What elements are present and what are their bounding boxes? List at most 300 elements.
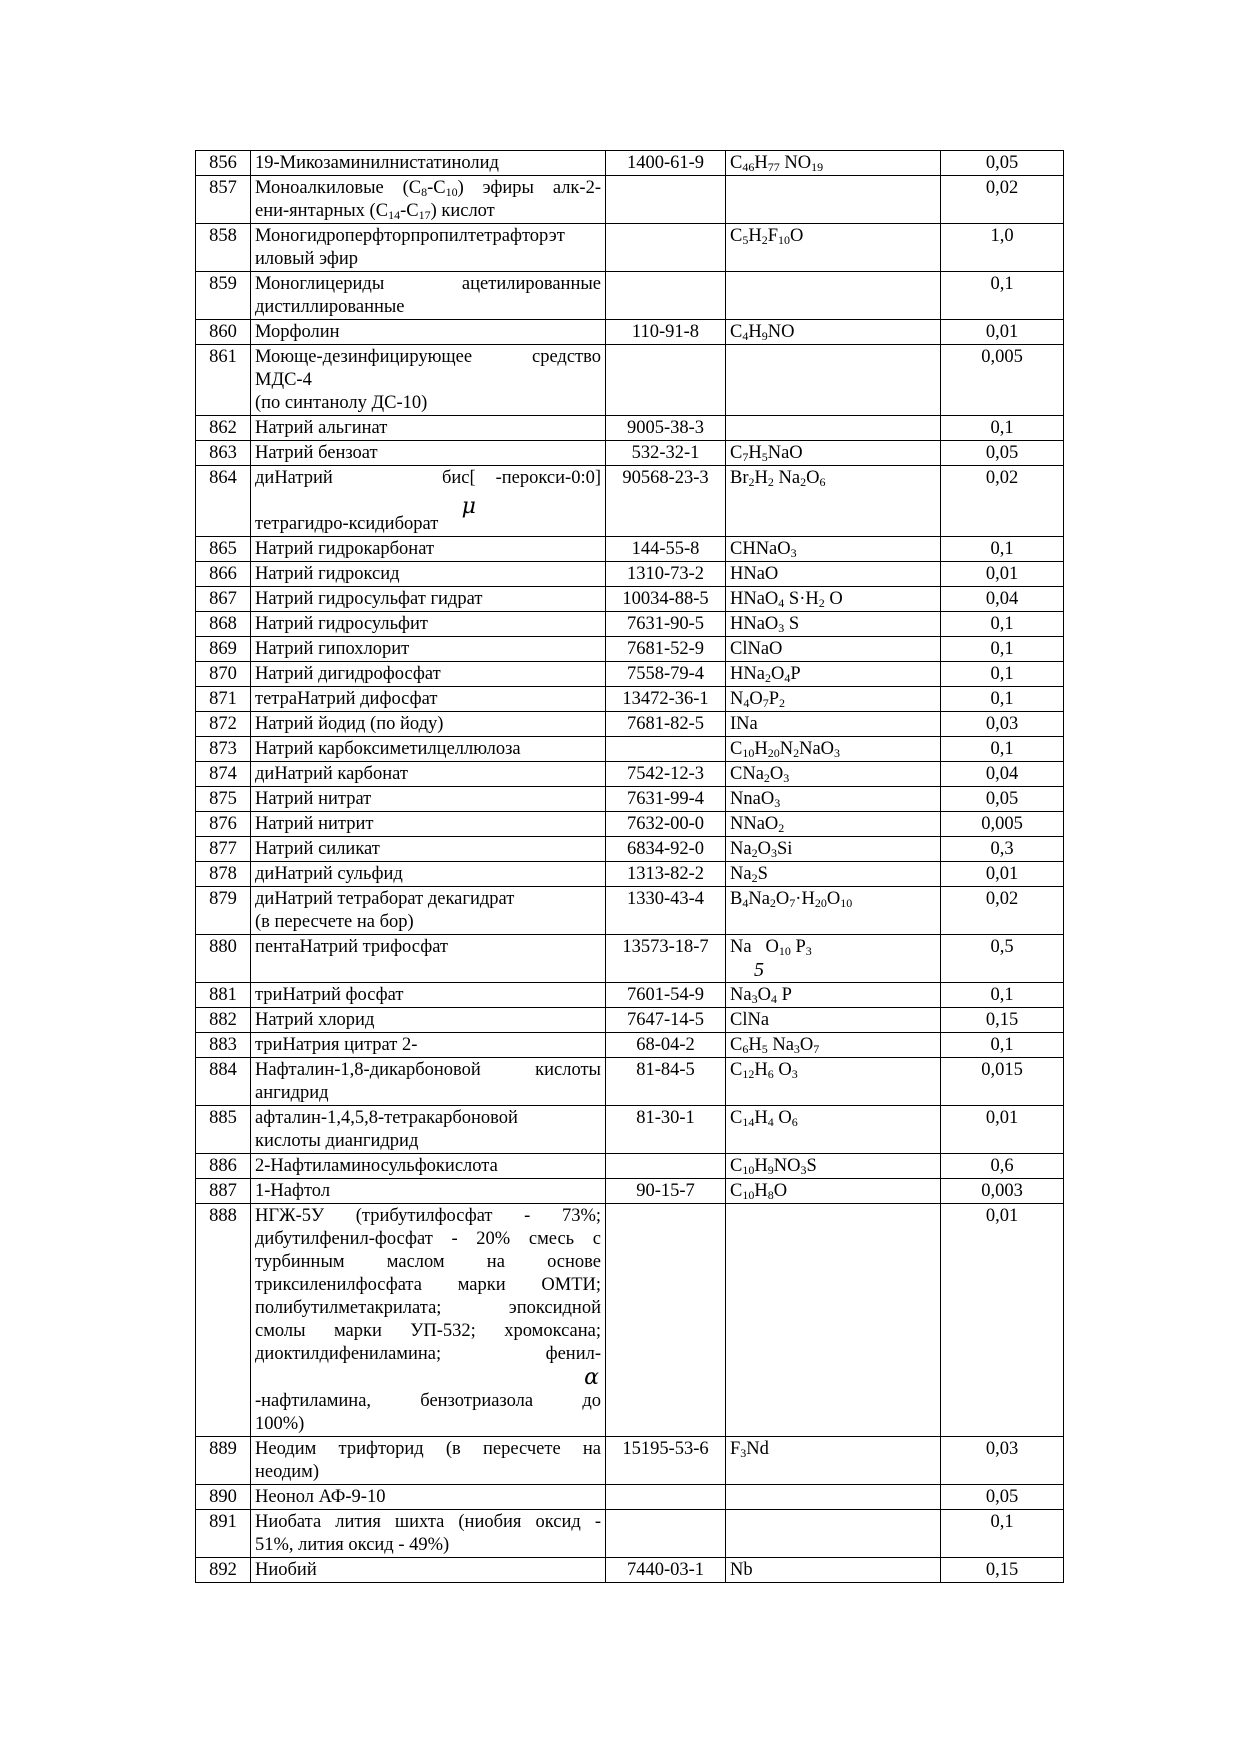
formula-part: P — [768, 689, 780, 709]
table-row — [196, 320, 1064, 345]
chemical-formula — [726, 272, 941, 320]
name-part: ) эфиры алк-2- — [457, 178, 601, 198]
substance-name — [251, 224, 606, 272]
name-line: Неодим трифторид (в пересчете на — [255, 1439, 601, 1459]
substance-name: Натрий йодид (по йоду) — [251, 712, 606, 737]
name-line: турбинным маслом на основе — [255, 1252, 601, 1272]
table-row — [196, 1033, 1064, 1058]
table-row — [196, 1558, 1064, 1583]
name-line: полибутилметакрилата; эпоксидной — [255, 1298, 601, 1318]
formula-subscript: 4 — [767, 1115, 774, 1129]
row-number: 884 — [196, 1058, 251, 1106]
cas-number: 7647-14-5 — [606, 1008, 726, 1033]
chemical-formula — [726, 612, 941, 637]
formula-subscript: 2 — [818, 596, 825, 610]
substance-name — [251, 466, 606, 537]
table-row — [196, 887, 1064, 935]
table-row — [196, 1058, 1064, 1106]
concentration-value: 0,005 — [941, 812, 1064, 837]
formula-subscript: 10 — [778, 233, 791, 247]
name-part: -перокси-0:0] — [495, 468, 601, 488]
substance-name — [251, 345, 606, 416]
name-subscript: 10 — [445, 185, 458, 199]
formula-subscript: 5 — [761, 450, 768, 464]
formula-part: ·H — [795, 889, 815, 909]
row-number: 889 — [196, 1437, 251, 1485]
name-part: ени-янтарных (C — [255, 201, 389, 221]
row-number: 891 — [196, 1510, 251, 1558]
substance-name: Натрий гидроксид — [251, 562, 606, 587]
formula-part: S — [757, 864, 768, 884]
formula-part: O — [757, 839, 771, 859]
cas-number — [606, 176, 726, 224]
name-line: (по синтанолу ДС-10) — [255, 393, 428, 413]
concentration-value: 0,05 — [941, 1485, 1064, 1510]
concentration-value: 0,3 — [941, 837, 1064, 862]
cas-number — [606, 1485, 726, 1510]
formula-subscript: 7 — [813, 1042, 820, 1056]
substance-name: Ниобий — [251, 1558, 606, 1583]
table-row — [196, 272, 1064, 320]
concentration-value: 0,15 — [941, 1008, 1064, 1033]
table-row — [196, 1008, 1064, 1033]
formula-part: Na — [767, 1035, 794, 1055]
formula-subscript: 2 — [763, 771, 770, 785]
formula-part: C — [730, 1060, 743, 1080]
substance-name — [251, 1204, 606, 1437]
formula-part: Nd — [746, 1439, 769, 1459]
chemical-formula — [726, 1510, 941, 1558]
concentration-value: 0,01 — [941, 320, 1064, 345]
table-row — [196, 1154, 1064, 1179]
formula-part: C — [730, 443, 743, 463]
cas-number: 9005-38-3 — [606, 416, 726, 441]
name-line: 100%) — [255, 1414, 305, 1434]
name-part: ) кислот — [430, 201, 495, 221]
formula-part: C — [730, 1108, 743, 1128]
concentration-value: 0,05 — [941, 441, 1064, 466]
chemical-formula — [726, 637, 941, 662]
substance-name — [251, 1510, 606, 1558]
formula-part: H — [748, 322, 762, 342]
document-page — [195, 150, 1063, 1583]
formula-part: Na O — [730, 937, 779, 957]
substance-name: Натрий гидрокарбонат — [251, 537, 606, 562]
cas-number: 90568-23-3 — [606, 466, 726, 537]
formula-part: NO — [779, 153, 812, 173]
formula-subscript: 2 — [800, 475, 807, 489]
table-row — [196, 737, 1064, 762]
cas-number: 7440-03-1 — [606, 1558, 726, 1583]
formula-part: O — [806, 468, 820, 488]
cas-number: 532-32-1 — [606, 441, 726, 466]
chemical-formula — [726, 176, 941, 224]
formula-part: P — [776, 985, 792, 1005]
chemical-formula — [726, 345, 941, 416]
table-body — [196, 151, 1064, 1583]
chemical-formula — [726, 762, 941, 787]
row-number: 890 — [196, 1485, 251, 1510]
substance-name: Натрий нитрит — [251, 812, 606, 837]
name-line: НГЖ-5У (трибутилфосфат - 73%; — [255, 1206, 601, 1226]
formula-subscript: 10 — [742, 746, 755, 760]
formula-subscript: 6 — [742, 1042, 749, 1056]
formula-subscript: 3 — [834, 746, 841, 760]
table-row — [196, 1510, 1064, 1558]
substance-name — [251, 1106, 606, 1154]
cas-number — [606, 345, 726, 416]
formula-subscript: 2 — [767, 475, 774, 489]
name-line: Моногидроперфторпропилтетрафторэт — [255, 226, 565, 246]
formula-part: C — [730, 226, 743, 246]
concentration-value: 0,02 — [941, 466, 1064, 537]
substance-name: Натрий бензоат — [251, 441, 606, 466]
formula-part: HNaO — [730, 564, 779, 584]
substance-name: Натрий дигидрофосфат — [251, 662, 606, 687]
row-number: 886 — [196, 1154, 251, 1179]
formula-part: S·H — [784, 589, 819, 609]
cas-number: 1313-82-2 — [606, 862, 726, 887]
row-number: 871 — [196, 687, 251, 712]
table-row — [196, 416, 1064, 441]
table-row — [196, 662, 1064, 687]
cas-number: 7631-90-5 — [606, 612, 726, 637]
concentration-value: 0,01 — [941, 562, 1064, 587]
formula-part: H — [754, 739, 768, 759]
concentration-value: 0,005 — [941, 345, 1064, 416]
chemical-formula — [726, 737, 941, 762]
row-number: 888 — [196, 1204, 251, 1437]
formula-part: HNa — [730, 664, 765, 684]
formula-subscript: 10 — [778, 944, 791, 958]
concentration-value: 0,1 — [941, 983, 1064, 1008]
row-number: 868 — [196, 612, 251, 637]
formula-part: H — [754, 153, 768, 173]
cas-number: 90-15-7 — [606, 1179, 726, 1204]
substance-name: пентаНатрий трифосфат — [251, 935, 606, 983]
substance-name: тетраНатрий дифосфат — [251, 687, 606, 712]
table-row — [196, 687, 1064, 712]
row-number: 872 — [196, 712, 251, 737]
formula-subscript: 3 — [793, 1042, 800, 1056]
name-part: -C — [400, 201, 419, 221]
concentration-value: 0,1 — [941, 1510, 1064, 1558]
formula-part: H — [754, 468, 768, 488]
substance-name: диНатрий сульфид — [251, 862, 606, 887]
chemical-formula — [726, 1437, 941, 1485]
formula-subscript: 20 — [814, 896, 827, 910]
concentration-value: 0,5 — [941, 935, 1064, 983]
concentration-value: 0,01 — [941, 862, 1064, 887]
substance-name: Натрий нитрат — [251, 787, 606, 812]
chemical-formula — [726, 887, 941, 935]
chemical-formula — [726, 1558, 941, 1583]
formula-subscript: 6 — [819, 475, 826, 489]
cas-number — [606, 1154, 726, 1179]
name-line: тетрагидро-ксидиборат — [255, 514, 439, 534]
formula-subscript: 10 — [742, 1163, 755, 1177]
mu-glyph: μ — [461, 494, 476, 519]
name-line: смолы марки УП-532; хромоксана; — [255, 1321, 601, 1341]
formula-subscript: 2 — [769, 896, 776, 910]
substance-name: Натрий альгинат — [251, 416, 606, 441]
substance-name: Натрий гидросульфит — [251, 612, 606, 637]
substance-name: 2-Нафтиламиносульфокислота — [251, 1154, 606, 1179]
row-number: 864 — [196, 466, 251, 537]
formula-subscript: 2 — [779, 696, 786, 710]
formula-subscript: 3 — [774, 796, 781, 810]
chemical-formula — [726, 1058, 941, 1106]
table-row — [196, 837, 1064, 862]
formula-part: Si — [776, 839, 793, 859]
formula-subscript: 3 — [783, 771, 790, 785]
table-row — [196, 612, 1064, 637]
row-number: 874 — [196, 762, 251, 787]
name-line: триксиленилфосфата марки ОМТИ; — [255, 1275, 601, 1295]
alpha-glyph: α — [584, 1365, 599, 1390]
substance-name — [251, 1058, 606, 1106]
formula-part: Na — [748, 889, 770, 909]
formula-subscript: 19 — [811, 160, 824, 174]
cas-number — [606, 1204, 726, 1437]
cas-number: 7601-54-9 — [606, 983, 726, 1008]
name-line: МДС-4 — [255, 370, 312, 390]
cas-number: 144-55-8 — [606, 537, 726, 562]
formula-part: P — [790, 937, 806, 957]
cas-number — [606, 272, 726, 320]
cas-number: 1400-61-9 — [606, 151, 726, 176]
name-line: дибутилфенил-фосфат - 20% смесь с — [255, 1229, 601, 1249]
cas-number: 13472-36-1 — [606, 687, 726, 712]
formula-part: O — [790, 226, 804, 246]
cas-number: 7681-52-9 — [606, 637, 726, 662]
formula-part: Na — [730, 864, 752, 884]
formula-part: Na — [773, 468, 801, 488]
concentration-value: 0,05 — [941, 151, 1064, 176]
concentration-value: 0,02 — [941, 176, 1064, 224]
substance-name: Натрий силикат — [251, 837, 606, 862]
name-line: афталин-1,4,5,8-тетракарбоновой — [255, 1108, 518, 1128]
formula-part: C — [730, 322, 743, 342]
formula-part: S — [784, 614, 800, 634]
chemical-formula — [726, 687, 941, 712]
row-number: 873 — [196, 737, 251, 762]
concentration-value: 1,0 — [941, 224, 1064, 272]
formula-subscript: 6 — [791, 1115, 798, 1129]
table-row — [196, 345, 1064, 416]
formula-subscript: 4 — [743, 696, 750, 710]
alpha-symbol — [255, 1366, 601, 1390]
formula-subscript: 3 — [778, 621, 785, 635]
cas-number: 68-04-2 — [606, 1033, 726, 1058]
concentration-value: 0,1 — [941, 662, 1064, 687]
formula-part: O — [770, 664, 785, 684]
row-number: 877 — [196, 837, 251, 862]
chemical-formula — [726, 1008, 941, 1033]
cas-number: 10034-88-5 — [606, 587, 726, 612]
chemical-formula — [726, 416, 941, 441]
formula-line — [730, 937, 812, 957]
formula-subscript: 4 — [784, 671, 791, 685]
name-line: Моноглицериды ацетилированные — [255, 274, 601, 294]
concentration-value: 0,04 — [941, 762, 1064, 787]
name-part: -C — [427, 178, 446, 198]
formula-subscript: 10 — [742, 1188, 755, 1202]
name-subscript: 17 — [418, 208, 431, 222]
cas-number — [606, 1510, 726, 1558]
table-row — [196, 176, 1064, 224]
formula-subscript: 3 — [770, 846, 777, 860]
cas-number: 1330-43-4 — [606, 887, 726, 935]
name-subscript: 8 — [421, 185, 428, 199]
formula-part: HNaO — [730, 614, 779, 634]
cas-number: 7632-00-0 — [606, 812, 726, 837]
name-part — [441, 467, 601, 519]
table-row — [196, 441, 1064, 466]
name-part: бис[ — [441, 468, 476, 488]
name-line: Моюще-дезинфицирующее средство — [255, 347, 601, 367]
substances-table — [195, 150, 1064, 1583]
concentration-value: 0,1 — [941, 612, 1064, 637]
formula-part: H — [754, 1060, 768, 1080]
formula-part: Na — [730, 839, 752, 859]
name-line — [255, 200, 601, 223]
row-number: 882 — [196, 1008, 251, 1033]
substance-name: 19-Микозаминилнистатинолид — [251, 151, 606, 176]
formula-part: NaO — [767, 443, 803, 463]
concentration-value: 0,1 — [941, 687, 1064, 712]
cas-number: 110-91-8 — [606, 320, 726, 345]
name-line: неодим) — [255, 1462, 320, 1482]
formula-part: Na — [730, 985, 752, 1005]
table-row — [196, 983, 1064, 1008]
formula-part: O — [757, 985, 771, 1005]
name-line: 51%, лития оксид - 49%) — [255, 1535, 450, 1555]
chemical-formula — [726, 935, 941, 983]
name-part: диНатрий — [255, 468, 333, 488]
formula-part: HNaO — [730, 589, 779, 609]
row-number: 857 — [196, 176, 251, 224]
formula-subscript: 2 — [778, 821, 785, 835]
cas-number: 7542-12-3 — [606, 762, 726, 787]
concentration-value: 0,03 — [941, 1437, 1064, 1485]
cas-number: 81-84-5 — [606, 1058, 726, 1106]
chemical-formula — [726, 812, 941, 837]
table-row — [196, 637, 1064, 662]
chemical-formula — [726, 320, 941, 345]
concentration-value: 0,1 — [941, 737, 1064, 762]
row-number: 860 — [196, 320, 251, 345]
table-row — [196, 862, 1064, 887]
cas-number: 7631-99-4 — [606, 787, 726, 812]
concentration-value: 0,04 — [941, 587, 1064, 612]
chemical-formula — [726, 837, 941, 862]
formula-subscript: 3 — [740, 1446, 747, 1460]
formula-part: C — [730, 1156, 743, 1176]
formula-subscript: 4 — [742, 896, 749, 910]
concentration-value: 0,05 — [941, 787, 1064, 812]
row-number: 869 — [196, 637, 251, 662]
chemical-formula — [726, 466, 941, 537]
formula-subscript: 7 — [742, 450, 749, 464]
row-number: 878 — [196, 862, 251, 887]
cas-number: 1310-73-2 — [606, 562, 726, 587]
substance-name: Натрий карбоксиметилцеллюлоза — [251, 737, 606, 762]
cas-number: 15195-53-6 — [606, 1437, 726, 1485]
formula-part: H — [754, 1156, 768, 1176]
substance-name: диНатрий карбонат — [251, 762, 606, 787]
chemical-formula — [726, 1033, 941, 1058]
concentration-value: 0,1 — [941, 1033, 1064, 1058]
formula-subscript: 20 — [767, 746, 780, 760]
table-row — [196, 1179, 1064, 1204]
name-line: Нафталин-1,8-дикарбоновой кислоты — [255, 1060, 601, 1080]
cas-number: 7681-82-5 — [606, 712, 726, 737]
table-row — [196, 762, 1064, 787]
chemical-formula — [726, 151, 941, 176]
formula-subscript: 7 — [762, 696, 769, 710]
name-line: иловый эфир — [255, 249, 359, 269]
substance-name — [251, 272, 606, 320]
name-line: дистиллированные — [255, 297, 405, 317]
formula-subscript: 9 — [761, 329, 768, 343]
formula-subscript: 4 — [778, 596, 785, 610]
name-line — [255, 177, 601, 200]
substance-name: Натрий гидросульфат гидрат — [251, 587, 606, 612]
table-row — [196, 537, 1064, 562]
substance-name — [251, 1437, 606, 1485]
formula-subscript: 2 — [793, 746, 800, 760]
row-number: 867 — [196, 587, 251, 612]
table-row — [196, 466, 1064, 537]
formula-part: NaO — [799, 739, 835, 759]
chemical-formula — [726, 862, 941, 887]
name-line: (в пересчете на бор) — [255, 912, 414, 932]
row-number: 885 — [196, 1106, 251, 1154]
formula-subscript: 3 — [791, 1067, 798, 1081]
chemical-formula — [726, 441, 941, 466]
table-row — [196, 812, 1064, 837]
formula-subscript: 5 — [754, 959, 764, 981]
row-number: 880 — [196, 935, 251, 983]
chemical-formula — [726, 1106, 941, 1154]
row-number: 887 — [196, 1179, 251, 1204]
substance-name: Натрий гипохлорит — [251, 637, 606, 662]
cas-number: 13573-18-7 — [606, 935, 726, 983]
row-number: 870 — [196, 662, 251, 687]
row-number: 859 — [196, 272, 251, 320]
concentration-value: 0,1 — [941, 272, 1064, 320]
formula-subscript: 8 — [767, 1188, 774, 1202]
formula-part: C — [730, 153, 743, 173]
formula-part: Br — [730, 468, 749, 488]
name-part: Моноалкиловые (C — [255, 178, 422, 198]
substance-name: Натрий хлорид — [251, 1008, 606, 1033]
concentration-value: 0,01 — [941, 1204, 1064, 1437]
formula-part: H — [748, 1035, 762, 1055]
concentration-value: 0,02 — [941, 887, 1064, 935]
formula-part: ClNa — [730, 1010, 770, 1030]
chemical-formula — [726, 662, 941, 687]
substance-name: триНатрия цитрат 2- — [251, 1033, 606, 1058]
formula-subscript: 2 — [751, 871, 758, 885]
formula-part: CNa — [730, 764, 764, 784]
substance-name: 1-Нафтол — [251, 1179, 606, 1204]
row-number: 861 — [196, 345, 251, 416]
chemical-formula — [726, 1204, 941, 1437]
formula-subscript: 3 — [751, 992, 758, 1006]
formula-part: B — [730, 889, 743, 909]
